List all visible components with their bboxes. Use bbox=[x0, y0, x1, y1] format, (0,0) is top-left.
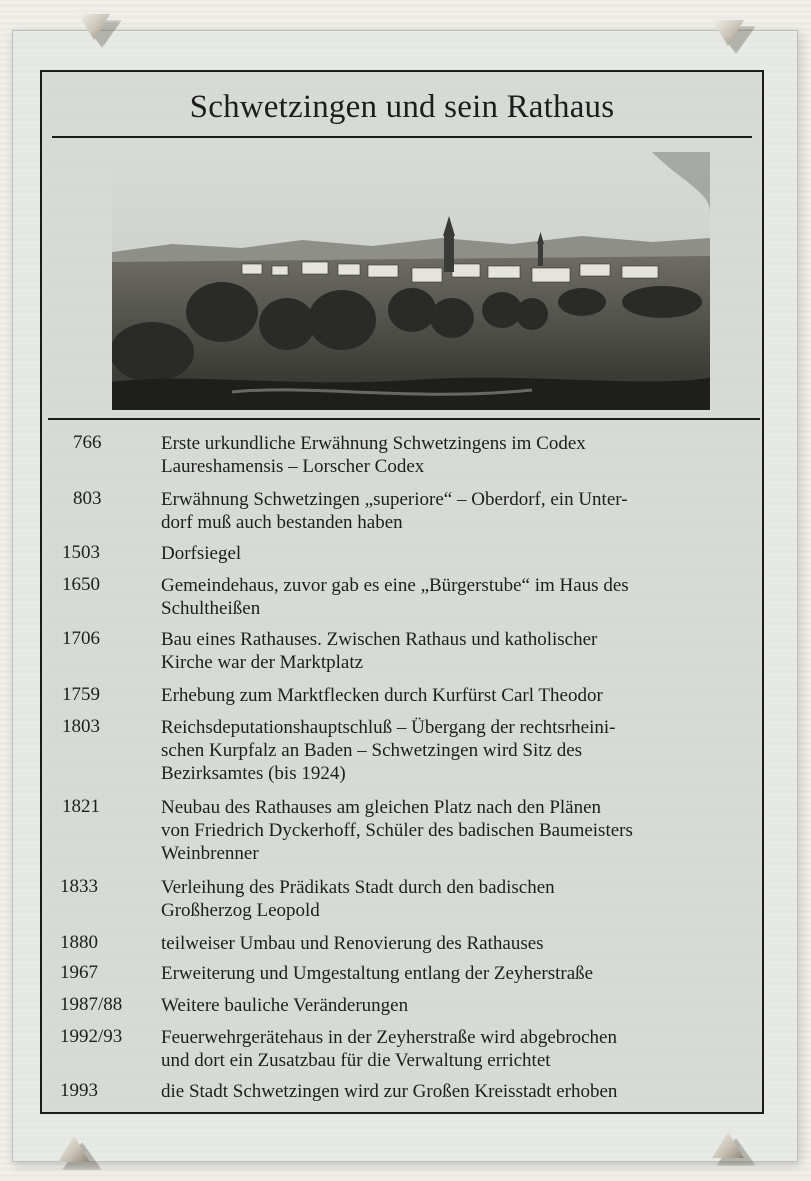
year-label: 1706 bbox=[62, 628, 100, 649]
event-line: Erweiterung und Umgestaltung entlang der Zeyherstraße bbox=[161, 963, 594, 984]
chronology-table bbox=[48, 418, 760, 1114]
event-line: teilweiser Umbau und Renovierung des Rathauses bbox=[161, 933, 544, 954]
event-line: Laureshamensis – Lorscher Codex bbox=[161, 456, 425, 477]
year-label: 1803 bbox=[62, 716, 100, 737]
event-line: Feuerwehrgerätehaus in der Zeyherstraße wird abgebrochen bbox=[161, 1027, 617, 1048]
mounting-bracket-bottom-left bbox=[52, 1132, 96, 1166]
event-line: von Friedrich Dyckerhoff, Schüler des badischen Baumeisters bbox=[161, 820, 633, 841]
mounting-bracket-top-left bbox=[72, 10, 116, 44]
year-label: 1987/88 bbox=[60, 994, 123, 1015]
year-label: 1880 bbox=[60, 932, 98, 953]
year-label: 1650 bbox=[62, 574, 100, 595]
year-label: 1503 bbox=[62, 542, 100, 563]
event-line: und dort ein Zusatzbau für die Verwaltung errichtet bbox=[161, 1050, 551, 1071]
event-line: Weinbrenner bbox=[161, 843, 259, 864]
event-line: Weitere bauliche Veränderungen bbox=[161, 995, 409, 1016]
event-line: Verleihung des Prädikats Stadt durch den badischen bbox=[161, 877, 555, 898]
year-label: 1833 bbox=[60, 876, 98, 897]
sign-title: Schwetzingen und sein Rathaus bbox=[189, 88, 615, 125]
year-label: 803 bbox=[73, 488, 102, 509]
event-line: Bau eines Rathauses. Zwischen Rathaus und katholischer bbox=[161, 629, 598, 650]
mounting-bracket-bottom-right bbox=[706, 1128, 750, 1162]
event-line: schen Kurpfalz an Baden – Schwetzingen wird Sitz des bbox=[161, 740, 583, 761]
year-label: 766 bbox=[73, 432, 102, 453]
event-line: Erwähnung Schwetzingen „superiore“ – Oberdorf, ein Unter- bbox=[161, 489, 628, 510]
year-label: 1759 bbox=[62, 684, 100, 705]
event-line: Gemeindehaus, zuvor gab es eine „Bürgerstube“ im Haus des bbox=[161, 575, 629, 596]
event-line: dorf muß auch bestanden haben bbox=[161, 512, 403, 533]
sign-title-bar bbox=[52, 78, 752, 138]
event-line: Kirche war der Marktplatz bbox=[161, 652, 364, 673]
year-label: 1993 bbox=[60, 1080, 98, 1101]
mounting-bracket-top-right bbox=[706, 16, 750, 50]
year-label: 1821 bbox=[62, 796, 100, 817]
event-line: Erhebung zum Marktflecken durch Kurfürst Carl Theodor bbox=[161, 685, 603, 706]
event-line: Dorfsiegel bbox=[161, 543, 242, 564]
event-line: Reichsdeputationshauptschluß – Übergang der rechtsrheini- bbox=[161, 717, 616, 738]
year-label: 1992/93 bbox=[60, 1026, 123, 1047]
event-line: Schultheißen bbox=[161, 598, 261, 619]
year-label: 1967 bbox=[60, 962, 98, 983]
event-line: Großherzog Leopold bbox=[161, 900, 320, 921]
event-line: Bezirksamtes (bis 1924) bbox=[161, 763, 346, 784]
town-engraving-image bbox=[112, 152, 710, 410]
event-line: Neubau des Rathauses am gleichen Platz nach den Plänen bbox=[161, 797, 602, 818]
event-line: Erste urkundliche Erwähnung Schwetzingens im Codex bbox=[161, 433, 586, 454]
info-sign bbox=[40, 70, 764, 1114]
event-line: die Stadt Schwetzingen wird zur Großen Kreisstadt erhoben bbox=[161, 1081, 618, 1102]
